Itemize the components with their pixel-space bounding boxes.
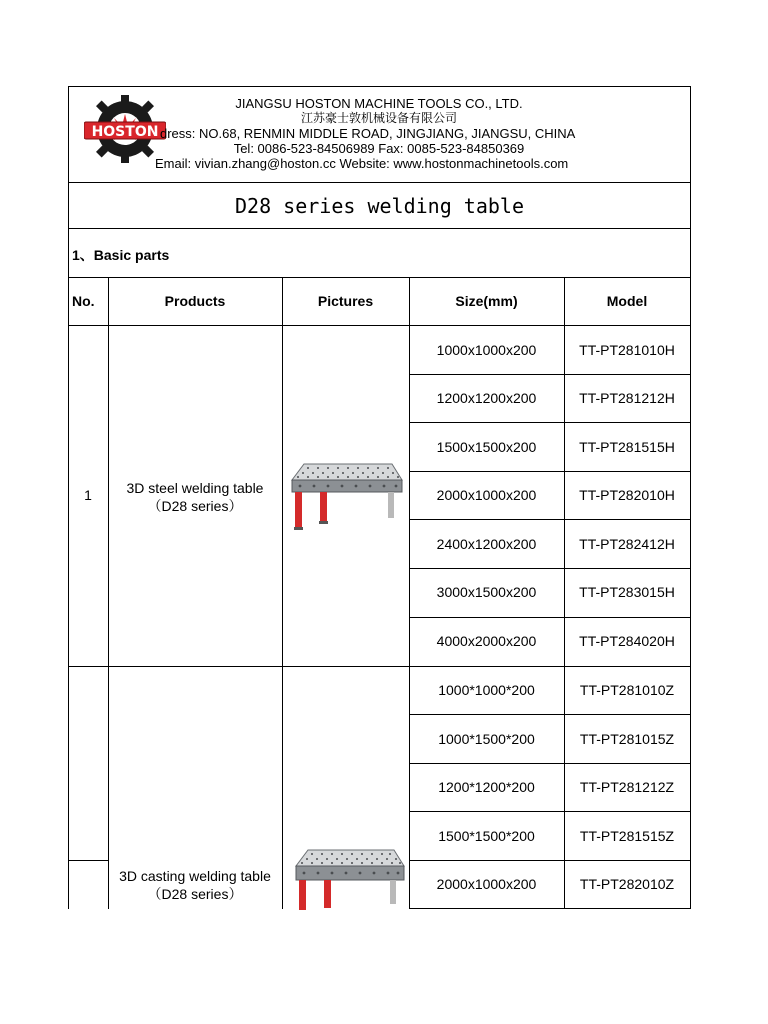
size-cell: 4000x2000x200: [436, 633, 537, 649]
group-2-product-series: （D28 series）: [147, 886, 243, 902]
svg-text:HOSTON: HOSTON: [91, 124, 159, 140]
col-line-1: [108, 277, 109, 909]
model-cell: TT-PT281015Z: [579, 731, 675, 747]
row-line: [409, 763, 691, 764]
page-title: D28 series welding table: [235, 194, 524, 218]
group-1-product-name: 3D steel welding table: [126, 480, 264, 496]
column-header-divider: [68, 325, 691, 326]
row-line: [409, 617, 691, 618]
row-line: [409, 422, 691, 423]
row-line: [409, 908, 691, 909]
group-1-no: 1: [84, 487, 92, 503]
header-divider: [68, 182, 691, 183]
size-cell: 1000*1500*200: [438, 731, 535, 747]
model-cell: TT-PT281212Z: [579, 779, 675, 795]
model-cell: TT-PT284020H: [579, 633, 675, 649]
row-line: [409, 811, 691, 812]
col-header-size: Size(mm): [455, 293, 518, 309]
row-line: [409, 519, 691, 520]
group-1-product-series: （D28 series）: [147, 498, 243, 514]
size-cell: 1500x1500x200: [436, 439, 537, 455]
size-cell: 1200x1200x200: [436, 390, 537, 406]
company-email-web: Email: vivian.zhang@hoston.cc Website: www.hostonmachinetools.com: [155, 156, 569, 171]
model-cell: TT-PT281515H: [579, 439, 675, 455]
section-label: 1、Basic parts: [72, 247, 170, 263]
casting-welding-table-picture: [290, 840, 408, 910]
row-line: [409, 471, 691, 472]
steel-welding-table-picture: [286, 452, 406, 536]
hoston-logo: [84, 92, 166, 164]
company-name-cn: 江苏豪士敦机械设备有限公司: [300, 111, 457, 125]
size-cell: 2000x1000x200: [436, 876, 537, 892]
model-cell: TT-PT281010Z: [579, 682, 675, 698]
model-cell: TT-PT281212H: [579, 390, 675, 406]
company-address: dress: NO.68, RENMIN MIDDLE ROAD, JINGJIANG, JIANGSU, CHINA: [160, 126, 576, 141]
company-name: JIANGSU HOSTON MACHINE TOOLS CO., LTD.: [235, 96, 523, 111]
group-divider: [68, 666, 691, 667]
table-border-top: [68, 86, 691, 87]
model-cell: TT-PT281515Z: [579, 828, 675, 844]
col-header-pictures: Pictures: [317, 293, 374, 309]
col-header-no: No.: [72, 293, 95, 309]
col-line-2: [282, 277, 283, 909]
row-line: [409, 860, 691, 861]
model-cell: TT-PT282010Z: [579, 876, 675, 892]
size-cell: 1200*1200*200: [438, 779, 535, 795]
company-tel-fax: Tel: 0086-523-84506989 Fax: 0085-523-84850369: [233, 141, 525, 156]
size-cell: 2400x1200x200: [436, 536, 537, 552]
model-cell: TT-PT282412H: [579, 536, 675, 552]
size-cell: 1000*1000*200: [438, 682, 535, 698]
size-cell: 3000x1500x200: [436, 584, 537, 600]
size-cell: 2000x1000x200: [436, 487, 537, 503]
model-cell: TT-PT282010H: [579, 487, 675, 503]
col-header-model: Model: [606, 293, 648, 309]
model-cell: TT-PT281010H: [579, 342, 675, 358]
row-line: [409, 374, 691, 375]
section-divider: [68, 277, 691, 278]
row-line: [409, 568, 691, 569]
size-cell: 1500*1500*200: [438, 828, 535, 844]
no-cell-divider: [68, 860, 108, 861]
title-divider: [68, 228, 691, 229]
col-header-products: Products: [164, 293, 226, 309]
group-2-product-name: 3D casting welding table: [119, 868, 271, 884]
size-cell: 1000x1000x200: [436, 342, 537, 358]
row-line: [409, 714, 691, 715]
model-cell: TT-PT283015H: [579, 584, 675, 600]
